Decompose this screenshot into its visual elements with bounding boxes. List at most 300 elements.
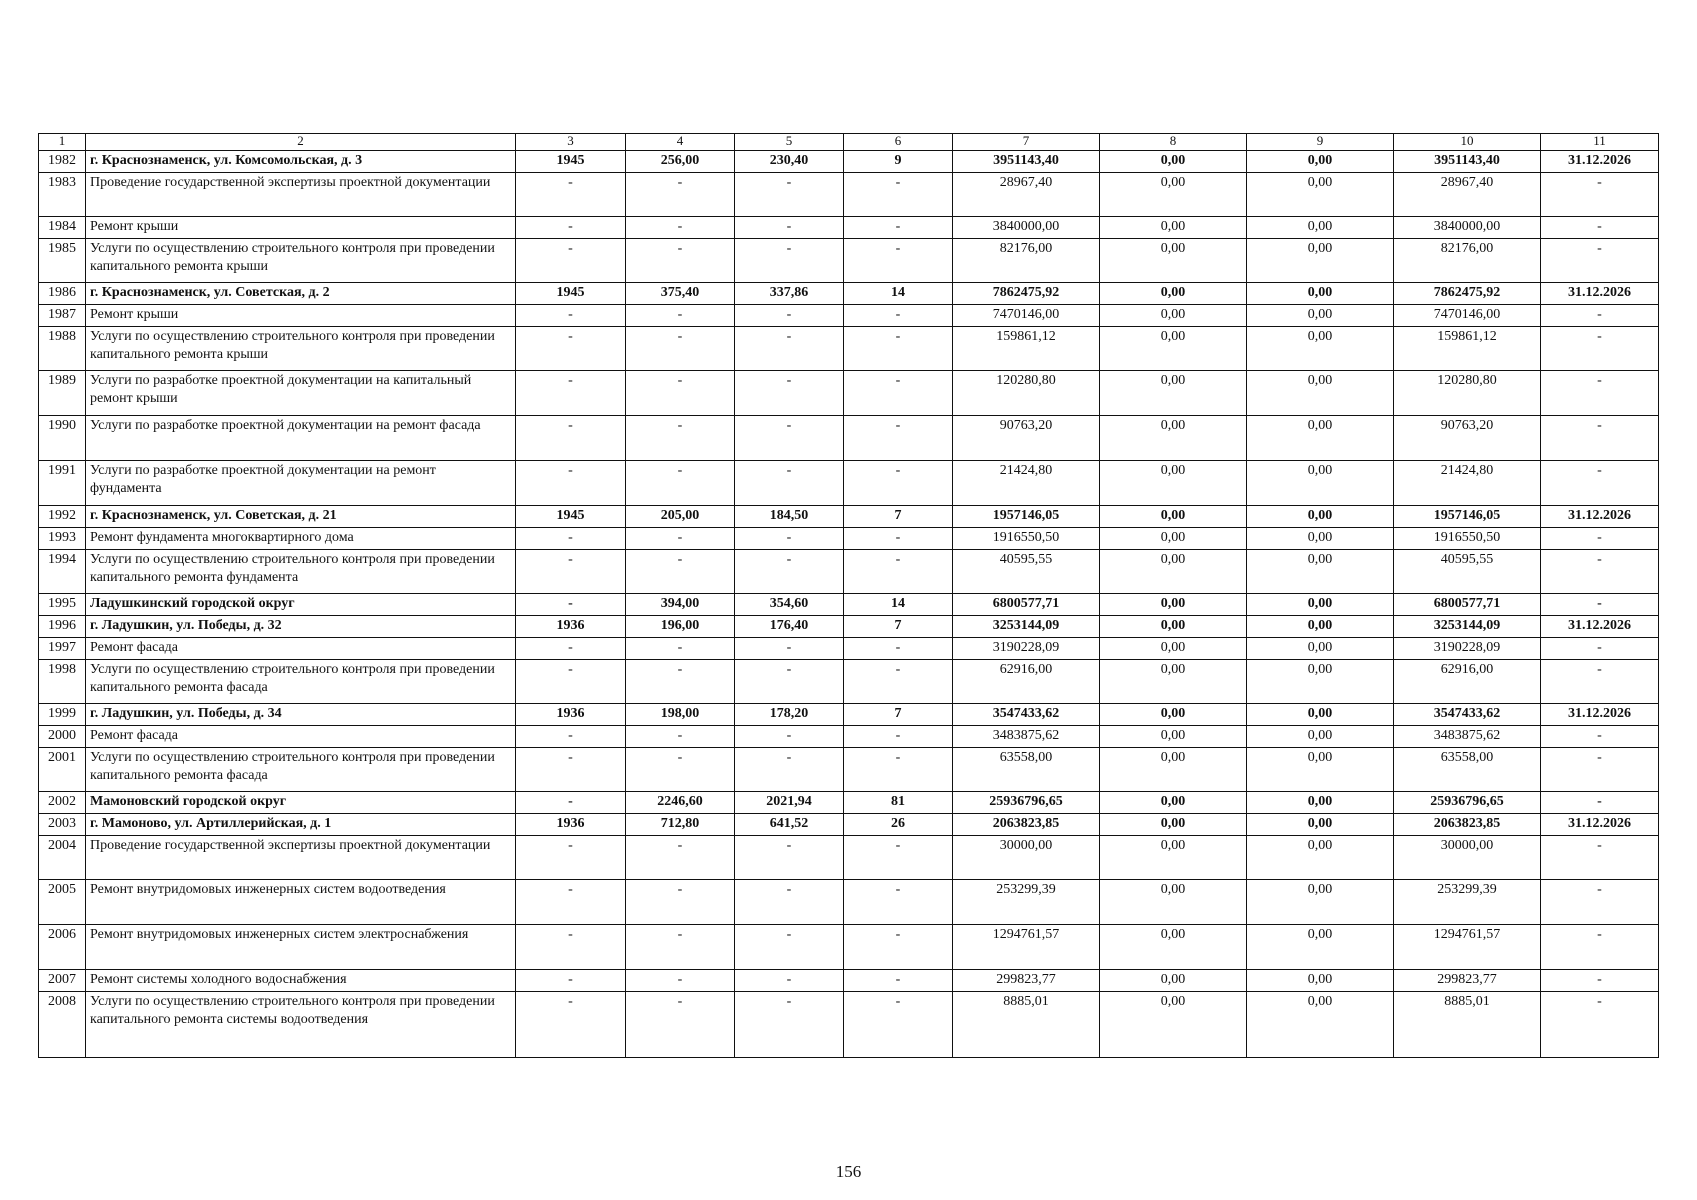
cost-fund-regional-cell: 0,00 <box>1247 506 1394 528</box>
work-name-cell: г. Ладушкин, ул. Победы, д. 34 <box>86 704 516 726</box>
residents-count-cell: - <box>844 371 953 416</box>
cost-fund-federal-cell: 0,00 <box>1100 992 1247 1058</box>
table-row <box>39 836 1659 880</box>
cost-fund-regional-cell: 0,00 <box>1247 792 1394 814</box>
cost-fund-regional-cell: 0,00 <box>1247 616 1394 638</box>
year-built-cell: - <box>516 638 626 660</box>
completion-date-cell: - <box>1541 594 1659 616</box>
residents-count-cell: - <box>844 305 953 327</box>
column-number-header: 2 <box>86 134 516 151</box>
year-built-cell: - <box>516 550 626 594</box>
year-built-cell: - <box>516 925 626 970</box>
cost-fund-regional-cell: 0,00 <box>1247 327 1394 371</box>
cost-owners-cell: 3547433,62 <box>1394 704 1541 726</box>
work-name-cell: г. Ладушкин, ул. Победы, д. 32 <box>86 616 516 638</box>
table-row <box>39 528 1659 550</box>
completion-date-cell: 31.12.2026 <box>1541 814 1659 836</box>
cost-total-cell: 7862475,92 <box>953 283 1100 305</box>
living-area-cell: - <box>735 925 844 970</box>
page-number: 156 <box>835 1162 862 1181</box>
cost-total-cell: 7470146,00 <box>953 305 1100 327</box>
cost-fund-federal-cell: 0,00 <box>1100 814 1247 836</box>
row-number-cell: 1984 <box>39 217 86 239</box>
year-built-cell: - <box>516 173 626 217</box>
residents-count-cell: 7 <box>844 616 953 638</box>
work-name-cell: Услуги по осуществлению строительного контроля при проведении капитального ремонта крыши <box>86 327 516 371</box>
living-area-cell: 184,50 <box>735 506 844 528</box>
year-built-cell: - <box>516 528 626 550</box>
year-built-cell: 1945 <box>516 283 626 305</box>
year-built-cell: - <box>516 660 626 704</box>
cost-total-cell: 28967,40 <box>953 173 1100 217</box>
cost-fund-regional-cell: 0,00 <box>1247 371 1394 416</box>
work-name-cell: Услуги по разработке проектной документации на ремонт фундамента <box>86 461 516 506</box>
living-area-cell: - <box>735 638 844 660</box>
completion-date-cell: - <box>1541 726 1659 748</box>
residents-count-cell: - <box>844 638 953 660</box>
living-area-cell: 337,86 <box>735 283 844 305</box>
year-built-cell: - <box>516 970 626 992</box>
cost-fund-federal-cell: 0,00 <box>1100 970 1247 992</box>
year-built-cell: - <box>516 461 626 506</box>
column-number-header: 10 <box>1394 134 1541 151</box>
living-area-cell: - <box>735 173 844 217</box>
cost-owners-cell: 159861,12 <box>1394 327 1541 371</box>
work-name-cell: Ремонт внутридомовых инженерных систем водоотведения <box>86 880 516 925</box>
cost-fund-regional-cell: 0,00 <box>1247 748 1394 792</box>
total-area-cell: - <box>626 726 735 748</box>
register-table-container <box>38 133 1658 1058</box>
cost-fund-regional-cell: 0,00 <box>1247 814 1394 836</box>
table-row <box>39 616 1659 638</box>
cost-fund-regional-cell: 0,00 <box>1247 283 1394 305</box>
cost-fund-federal-cell: 0,00 <box>1100 305 1247 327</box>
cost-fund-federal-cell: 0,00 <box>1100 416 1247 461</box>
cost-total-cell: 120280,80 <box>953 371 1100 416</box>
table-row <box>39 371 1659 416</box>
cost-fund-federal-cell: 0,00 <box>1100 925 1247 970</box>
living-area-cell: 354,60 <box>735 594 844 616</box>
living-area-cell: - <box>735 726 844 748</box>
completion-date-cell: - <box>1541 371 1659 416</box>
total-area-cell: - <box>626 550 735 594</box>
cost-fund-federal-cell: 0,00 <box>1100 506 1247 528</box>
cost-fund-federal-cell: 0,00 <box>1100 704 1247 726</box>
living-area-cell: - <box>735 217 844 239</box>
table-row <box>39 327 1659 371</box>
cost-total-cell: 299823,77 <box>953 970 1100 992</box>
work-name-cell: Услуги по осуществлению строительного контроля при проведении капитального ремонта фасада <box>86 660 516 704</box>
table-row <box>39 638 1659 660</box>
living-area-cell: - <box>735 970 844 992</box>
completion-date-cell: 31.12.2026 <box>1541 506 1659 528</box>
cost-owners-cell: 6800577,71 <box>1394 594 1541 616</box>
cost-owners-cell: 3483875,62 <box>1394 726 1541 748</box>
cost-total-cell: 159861,12 <box>953 327 1100 371</box>
row-number-cell: 2006 <box>39 925 86 970</box>
residents-count-cell: 26 <box>844 814 953 836</box>
table-row <box>39 814 1659 836</box>
residents-count-cell: - <box>844 416 953 461</box>
table-row <box>39 506 1659 528</box>
year-built-cell: - <box>516 416 626 461</box>
year-built-cell: 1936 <box>516 704 626 726</box>
register-table <box>38 133 1659 1058</box>
residents-count-cell: - <box>844 748 953 792</box>
column-number-header: 3 <box>516 134 626 151</box>
work-name-cell: Услуги по разработке проектной документации на ремонт фасада <box>86 416 516 461</box>
completion-date-cell: - <box>1541 660 1659 704</box>
completion-date-cell: - <box>1541 416 1659 461</box>
total-area-cell: - <box>626 638 735 660</box>
cost-owners-cell: 1916550,50 <box>1394 528 1541 550</box>
completion-date-cell: - <box>1541 992 1659 1058</box>
total-area-cell: - <box>626 371 735 416</box>
cost-owners-cell: 7470146,00 <box>1394 305 1541 327</box>
work-name-cell: Услуги по разработке проектной документации на капитальный ремонт крыши <box>86 371 516 416</box>
cost-owners-cell: 299823,77 <box>1394 970 1541 992</box>
total-area-cell: - <box>626 970 735 992</box>
cost-owners-cell: 28967,40 <box>1394 173 1541 217</box>
cost-total-cell: 63558,00 <box>953 748 1100 792</box>
row-number-cell: 1989 <box>39 371 86 416</box>
total-area-cell: - <box>626 239 735 283</box>
cost-owners-cell: 3840000,00 <box>1394 217 1541 239</box>
table-row <box>39 726 1659 748</box>
living-area-cell: - <box>735 880 844 925</box>
row-number-cell: 1987 <box>39 305 86 327</box>
column-number-header: 8 <box>1100 134 1247 151</box>
year-built-cell: - <box>516 792 626 814</box>
row-number-cell: 1992 <box>39 506 86 528</box>
work-name-cell: Ремонт фасада <box>86 726 516 748</box>
cost-fund-federal-cell: 0,00 <box>1100 660 1247 704</box>
residents-count-cell: - <box>844 836 953 880</box>
year-built-cell: - <box>516 327 626 371</box>
residents-count-cell: - <box>844 327 953 371</box>
cost-fund-regional-cell: 0,00 <box>1247 704 1394 726</box>
total-area-cell: - <box>626 660 735 704</box>
table-row <box>39 461 1659 506</box>
living-area-cell: 176,40 <box>735 616 844 638</box>
cost-fund-federal-cell: 0,00 <box>1100 550 1247 594</box>
living-area-cell: - <box>735 660 844 704</box>
total-area-cell: 375,40 <box>626 283 735 305</box>
work-name-cell: Ремонт крыши <box>86 217 516 239</box>
column-number-header: 5 <box>735 134 844 151</box>
table-row <box>39 594 1659 616</box>
residents-count-cell: 81 <box>844 792 953 814</box>
cost-fund-federal-cell: 0,00 <box>1100 461 1247 506</box>
cost-total-cell: 25936796,65 <box>953 792 1100 814</box>
total-area-cell: - <box>626 217 735 239</box>
residents-count-cell: - <box>844 528 953 550</box>
cost-fund-regional-cell: 0,00 <box>1247 992 1394 1058</box>
cost-total-cell: 8885,01 <box>953 992 1100 1058</box>
total-area-cell: 196,00 <box>626 616 735 638</box>
residents-count-cell: 14 <box>844 594 953 616</box>
total-area-cell: 394,00 <box>626 594 735 616</box>
total-area-cell: - <box>626 925 735 970</box>
work-name-cell: Услуги по осуществлению строительного контроля при проведении капитального ремонта фундамента <box>86 550 516 594</box>
cost-fund-regional-cell: 0,00 <box>1247 550 1394 594</box>
year-built-cell: - <box>516 748 626 792</box>
cost-fund-regional-cell: 0,00 <box>1247 970 1394 992</box>
table-row <box>39 925 1659 970</box>
row-number-cell: 2001 <box>39 748 86 792</box>
cost-fund-regional-cell: 0,00 <box>1247 416 1394 461</box>
completion-date-cell: - <box>1541 305 1659 327</box>
work-name-cell: Услуги по осуществлению строительного контроля при проведении капитального ремонта системы водоотведения <box>86 992 516 1058</box>
total-area-cell: - <box>626 305 735 327</box>
table-row <box>39 704 1659 726</box>
cost-total-cell: 2063823,85 <box>953 814 1100 836</box>
table-row <box>39 992 1659 1058</box>
completion-date-cell: - <box>1541 217 1659 239</box>
cost-total-cell: 30000,00 <box>953 836 1100 880</box>
completion-date-cell: 31.12.2026 <box>1541 283 1659 305</box>
living-area-cell: - <box>735 992 844 1058</box>
header-row <box>39 134 1659 151</box>
total-area-cell: - <box>626 416 735 461</box>
year-built-cell: - <box>516 239 626 283</box>
residents-count-cell: 7 <box>844 704 953 726</box>
residents-count-cell: - <box>844 239 953 283</box>
work-name-cell: Проведение государственной экспертизы проектной документации <box>86 173 516 217</box>
row-number-cell: 2004 <box>39 836 86 880</box>
living-area-cell: 230,40 <box>735 151 844 173</box>
total-area-cell: 712,80 <box>626 814 735 836</box>
cost-total-cell: 62916,00 <box>953 660 1100 704</box>
completion-date-cell: - <box>1541 880 1659 925</box>
cost-fund-regional-cell: 0,00 <box>1247 925 1394 970</box>
row-number-cell: 1994 <box>39 550 86 594</box>
table-row <box>39 239 1659 283</box>
residents-count-cell: - <box>844 217 953 239</box>
work-name-cell: Мамоновский городской округ <box>86 792 516 814</box>
living-area-cell: - <box>735 327 844 371</box>
row-number-cell: 1997 <box>39 638 86 660</box>
work-name-cell: г. Мамоново, ул. Артиллерийская, д. 1 <box>86 814 516 836</box>
cost-fund-federal-cell: 0,00 <box>1100 638 1247 660</box>
row-number-cell: 2003 <box>39 814 86 836</box>
total-area-cell: - <box>626 173 735 217</box>
work-name-cell: Услуги по осуществлению строительного контроля при проведении капитального ремонта крыши <box>86 239 516 283</box>
cost-owners-cell: 2063823,85 <box>1394 814 1541 836</box>
row-number-cell: 1982 <box>39 151 86 173</box>
total-area-cell: 2246,60 <box>626 792 735 814</box>
column-number-header: 6 <box>844 134 953 151</box>
table-row <box>39 283 1659 305</box>
cost-fund-regional-cell: 0,00 <box>1247 151 1394 173</box>
total-area-cell: - <box>626 836 735 880</box>
table-row <box>39 660 1659 704</box>
completion-date-cell: - <box>1541 528 1659 550</box>
cost-fund-regional-cell: 0,00 <box>1247 726 1394 748</box>
row-number-cell: 1983 <box>39 173 86 217</box>
cost-owners-cell: 90763,20 <box>1394 416 1541 461</box>
cost-total-cell: 90763,20 <box>953 416 1100 461</box>
living-area-cell: - <box>735 748 844 792</box>
cost-total-cell: 3840000,00 <box>953 217 1100 239</box>
completion-date-cell: - <box>1541 748 1659 792</box>
cost-fund-federal-cell: 0,00 <box>1100 836 1247 880</box>
cost-fund-regional-cell: 0,00 <box>1247 239 1394 283</box>
residents-count-cell: - <box>844 925 953 970</box>
cost-fund-federal-cell: 0,00 <box>1100 616 1247 638</box>
living-area-cell: - <box>735 305 844 327</box>
completion-date-cell: - <box>1541 327 1659 371</box>
column-number-header: 11 <box>1541 134 1659 151</box>
column-number-header: 7 <box>953 134 1100 151</box>
table-row <box>39 970 1659 992</box>
cost-owners-cell: 7862475,92 <box>1394 283 1541 305</box>
cost-fund-regional-cell: 0,00 <box>1247 305 1394 327</box>
total-area-cell: - <box>626 528 735 550</box>
row-number-cell: 1991 <box>39 461 86 506</box>
residents-count-cell: - <box>844 660 953 704</box>
residents-count-cell: - <box>844 461 953 506</box>
completion-date-cell: 31.12.2026 <box>1541 151 1659 173</box>
residents-count-cell: - <box>844 880 953 925</box>
cost-total-cell: 6800577,71 <box>953 594 1100 616</box>
total-area-cell: 198,00 <box>626 704 735 726</box>
table-row <box>39 550 1659 594</box>
cost-fund-federal-cell: 0,00 <box>1100 748 1247 792</box>
living-area-cell: 641,52 <box>735 814 844 836</box>
work-name-cell: Ремонт крыши <box>86 305 516 327</box>
row-number-cell: 1988 <box>39 327 86 371</box>
table-row <box>39 748 1659 792</box>
cost-total-cell: 1916550,50 <box>953 528 1100 550</box>
total-area-cell: - <box>626 748 735 792</box>
row-number-cell: 1999 <box>39 704 86 726</box>
row-number-cell: 1995 <box>39 594 86 616</box>
living-area-cell: 178,20 <box>735 704 844 726</box>
year-built-cell: - <box>516 217 626 239</box>
cost-total-cell: 3951143,40 <box>953 151 1100 173</box>
living-area-cell: - <box>735 550 844 594</box>
living-area-cell: - <box>735 461 844 506</box>
row-number-cell: 1998 <box>39 660 86 704</box>
row-number-cell: 2008 <box>39 992 86 1058</box>
residents-count-cell: 14 <box>844 283 953 305</box>
cost-fund-regional-cell: 0,00 <box>1247 461 1394 506</box>
row-number-cell: 1990 <box>39 416 86 461</box>
column-number-header: 4 <box>626 134 735 151</box>
row-number-cell: 1996 <box>39 616 86 638</box>
cost-fund-federal-cell: 0,00 <box>1100 327 1247 371</box>
completion-date-cell: 31.12.2026 <box>1541 704 1659 726</box>
completion-date-cell: 31.12.2026 <box>1541 616 1659 638</box>
living-area-cell: - <box>735 836 844 880</box>
total-area-cell: - <box>626 880 735 925</box>
cost-fund-regional-cell: 0,00 <box>1247 217 1394 239</box>
residents-count-cell: 9 <box>844 151 953 173</box>
column-number-header: 1 <box>39 134 86 151</box>
completion-date-cell: - <box>1541 638 1659 660</box>
year-built-cell: - <box>516 726 626 748</box>
cost-owners-cell: 8885,01 <box>1394 992 1541 1058</box>
cost-fund-federal-cell: 0,00 <box>1100 173 1247 217</box>
table-row <box>39 217 1659 239</box>
year-built-cell: - <box>516 880 626 925</box>
work-name-cell: Ремонт фундамента многоквартирного дома <box>86 528 516 550</box>
cost-owners-cell: 40595,55 <box>1394 550 1541 594</box>
year-built-cell: 1945 <box>516 151 626 173</box>
row-number-cell: 1985 <box>39 239 86 283</box>
living-area-cell: - <box>735 239 844 283</box>
cost-fund-regional-cell: 0,00 <box>1247 660 1394 704</box>
completion-date-cell: - <box>1541 461 1659 506</box>
cost-fund-regional-cell: 0,00 <box>1247 173 1394 217</box>
total-area-cell: - <box>626 992 735 1058</box>
cost-fund-federal-cell: 0,00 <box>1100 594 1247 616</box>
completion-date-cell: - <box>1541 792 1659 814</box>
row-number-cell: 2002 <box>39 792 86 814</box>
cost-fund-regional-cell: 0,00 <box>1247 528 1394 550</box>
table-row <box>39 792 1659 814</box>
residents-count-cell: - <box>844 970 953 992</box>
cost-fund-regional-cell: 0,00 <box>1247 880 1394 925</box>
cost-fund-federal-cell: 0,00 <box>1100 151 1247 173</box>
completion-date-cell: - <box>1541 925 1659 970</box>
year-built-cell: 1936 <box>516 814 626 836</box>
cost-fund-federal-cell: 0,00 <box>1100 283 1247 305</box>
cost-owners-cell: 1294761,57 <box>1394 925 1541 970</box>
row-number-cell: 2000 <box>39 726 86 748</box>
work-name-cell: Услуги по осуществлению строительного контроля при проведении капитального ремонта фасада <box>86 748 516 792</box>
completion-date-cell: - <box>1541 836 1659 880</box>
living-area-cell: - <box>735 416 844 461</box>
table-row <box>39 416 1659 461</box>
living-area-cell: 2021,94 <box>735 792 844 814</box>
completion-date-cell: - <box>1541 550 1659 594</box>
year-built-cell: - <box>516 836 626 880</box>
table-row <box>39 880 1659 925</box>
cost-owners-cell: 120280,80 <box>1394 371 1541 416</box>
table-row <box>39 305 1659 327</box>
completion-date-cell: - <box>1541 173 1659 217</box>
row-number-cell: 1993 <box>39 528 86 550</box>
cost-owners-cell: 3190228,09 <box>1394 638 1541 660</box>
living-area-cell: - <box>735 371 844 416</box>
cost-fund-federal-cell: 0,00 <box>1100 217 1247 239</box>
cost-total-cell: 21424,80 <box>953 461 1100 506</box>
row-number-cell: 1986 <box>39 283 86 305</box>
cost-owners-cell: 1957146,05 <box>1394 506 1541 528</box>
cost-fund-federal-cell: 0,00 <box>1100 239 1247 283</box>
year-built-cell: 1936 <box>516 616 626 638</box>
cost-total-cell: 3547433,62 <box>953 704 1100 726</box>
work-name-cell: Проведение государственной экспертизы проектной документации <box>86 836 516 880</box>
cost-total-cell: 1294761,57 <box>953 925 1100 970</box>
year-built-cell: 1945 <box>516 506 626 528</box>
total-area-cell: - <box>626 327 735 371</box>
row-number-cell: 2005 <box>39 880 86 925</box>
cost-owners-cell: 82176,00 <box>1394 239 1541 283</box>
year-built-cell: - <box>516 371 626 416</box>
work-name-cell: Ладушкинский городской округ <box>86 594 516 616</box>
work-name-cell: Ремонт системы холодного водоснабжения <box>86 970 516 992</box>
cost-fund-regional-cell: 0,00 <box>1247 594 1394 616</box>
cost-fund-federal-cell: 0,00 <box>1100 880 1247 925</box>
completion-date-cell: - <box>1541 239 1659 283</box>
cost-total-cell: 3483875,62 <box>953 726 1100 748</box>
cost-owners-cell: 3951143,40 <box>1394 151 1541 173</box>
cost-fund-regional-cell: 0,00 <box>1247 638 1394 660</box>
total-area-cell: - <box>626 461 735 506</box>
